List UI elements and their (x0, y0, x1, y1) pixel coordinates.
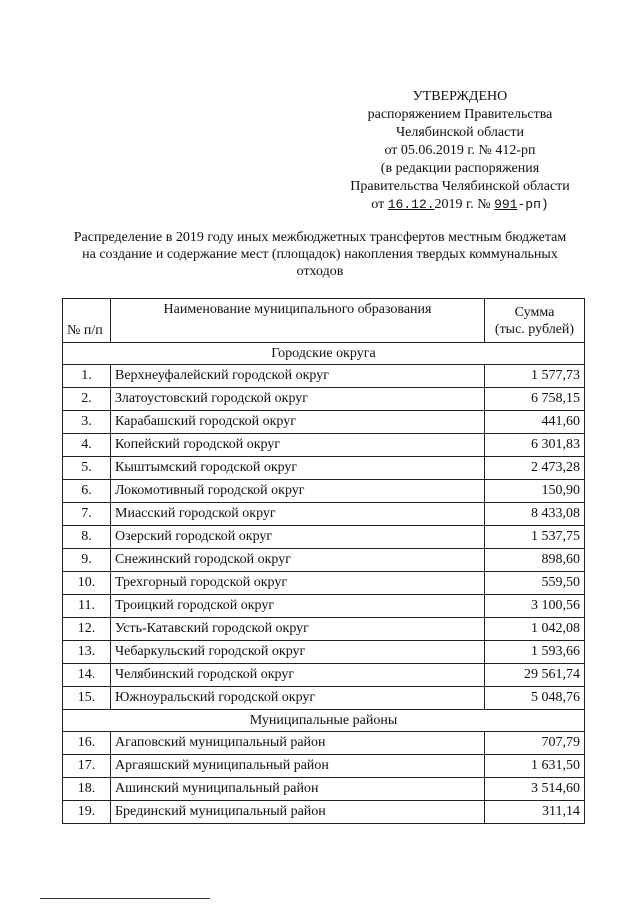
row-number: 13. (63, 641, 111, 664)
municipality-name: Озерский городской округ (111, 526, 485, 549)
transfer-sum: 1 537,75 (485, 526, 585, 549)
table-row (63, 755, 585, 778)
table-row (63, 732, 585, 755)
transfer-sum: 559,50 (485, 572, 585, 595)
municipality-name: Южноуральский городской округ (111, 687, 485, 710)
approval-line: Правительства Челябинской области (350, 179, 570, 194)
row-number: 7. (63, 503, 111, 526)
table-row (63, 480, 585, 503)
municipality-name: Миасский городской округ (111, 503, 485, 526)
municipality-name: Аргаяшский муниципальный район (111, 755, 485, 778)
approval-line: (в редакции распоряжения (380, 161, 540, 176)
table-row (63, 664, 585, 687)
footer-divider (40, 898, 210, 899)
transfer-sum: 311,14 (485, 801, 585, 824)
table-row (63, 457, 585, 480)
municipality-name: Снежинский городской округ (111, 549, 485, 572)
document-title: Распределение в 2019 году иных межбюджетных трансфертов местным бюджетам на создание и содержание мест (площадок) накопления твердых коммунальных отходов (73, 230, 567, 279)
transfer-sum: 1 593,66 (485, 641, 585, 664)
municipality-name: Златоустовский городской округ (111, 388, 485, 411)
approval-decree: от 05.06.2019 г. № 412-рп (384, 143, 536, 158)
table-row (63, 549, 585, 572)
row-number: 6. (63, 480, 111, 503)
row-number: 2. (63, 388, 111, 411)
row-number: 4. (63, 434, 111, 457)
row-number: 12. (63, 618, 111, 641)
table-row (63, 572, 585, 595)
municipality-name: Кыштымский городской округ (111, 457, 485, 480)
table-row (63, 526, 585, 549)
row-number: 10. (63, 572, 111, 595)
table-row (63, 595, 585, 618)
municipality-name: Агаповский муниципальный район (111, 732, 485, 755)
table-row (63, 778, 585, 801)
header-number: № п/п (63, 299, 111, 343)
row-number: 14. (63, 664, 111, 687)
municipality-name: Усть-Катавский городской округ (111, 618, 485, 641)
transfer-sum: 6 301,83 (485, 434, 585, 457)
row-number: 5. (63, 457, 111, 480)
amendment-year: 2019 г. (434, 197, 474, 212)
table-row (63, 388, 585, 411)
section-row (63, 343, 585, 365)
table-row (63, 641, 585, 664)
municipality-name: Верхнеуфалейский городской округ (111, 365, 485, 388)
row-number: 15. (63, 687, 111, 710)
transfer-sum: 1 042,08 (485, 618, 585, 641)
amendment-number-sign: № (477, 197, 491, 212)
municipality-name: Челябинский городской округ (111, 664, 485, 687)
transfer-sum: 29 561,74 (485, 664, 585, 687)
approval-amendment-date (330, 196, 590, 214)
municipality-name: Чебаркульский городской округ (111, 641, 485, 664)
row-number: 1. (63, 365, 111, 388)
section-row (63, 710, 585, 732)
transfer-sum: 3 514,60 (485, 778, 585, 801)
transfer-sum: 5 048,76 (485, 687, 585, 710)
municipality-name: Карабашский городской округ (111, 411, 485, 434)
row-number: 17. (63, 755, 111, 778)
amendment-date: 16.12. (387, 197, 435, 212)
header-sum (485, 299, 585, 343)
table-row (63, 503, 585, 526)
table-body (63, 343, 585, 824)
row-number: 16. (63, 732, 111, 755)
table-row (63, 618, 585, 641)
row-number: 3. (63, 411, 111, 434)
table-row (63, 434, 585, 457)
row-number: 9. (63, 549, 111, 572)
municipality-name: Троицкий городской округ (111, 595, 485, 618)
header-municipality: Наименование муниципального образования (111, 299, 485, 343)
transfer-sum: 8 433,08 (485, 503, 585, 526)
header-sum-unit: (тыс. рублей) (494, 321, 575, 337)
row-number: 8. (63, 526, 111, 549)
municipality-name: Ашинский муниципальный район (111, 778, 485, 801)
transfer-sum: 1 631,50 (485, 755, 585, 778)
table-header-row (63, 299, 585, 343)
transfer-sum: 707,79 (485, 732, 585, 755)
distribution-table (62, 298, 585, 824)
transfer-sum: 898,60 (485, 549, 585, 572)
municipality-name: Трехгорный городской округ (111, 572, 485, 595)
amendment-suffix: -рп) (517, 197, 549, 212)
amendment-prefix: от (371, 197, 385, 212)
table-row (63, 411, 585, 434)
municipality-name: Локомотивный городской округ (111, 480, 485, 503)
municipality-name: Брединский муниципальный район (111, 801, 485, 824)
section-title: Муниципальные районы (63, 710, 585, 732)
section-title: Городские округа (63, 343, 585, 365)
table-row (63, 365, 585, 388)
row-number: 19. (63, 801, 111, 824)
transfer-sum: 441,60 (485, 411, 585, 434)
row-number: 11. (63, 595, 111, 618)
row-number: 18. (63, 778, 111, 801)
approval-heading: УТВЕРЖДЕНО (412, 89, 508, 104)
header-sum-title: Сумма (514, 304, 555, 320)
approval-stamp (330, 88, 590, 214)
transfer-sum: 1 577,73 (485, 365, 585, 388)
table-row (63, 801, 585, 824)
transfer-sum: 150,90 (485, 480, 585, 503)
transfer-sum: 6 758,15 (485, 388, 585, 411)
table-row (63, 687, 585, 710)
amendment-number: 991 (494, 197, 518, 212)
approval-line: распоряжением Правительства (367, 107, 553, 122)
approval-line: Челябинской области (396, 125, 524, 140)
municipality-name: Копейский городской округ (111, 434, 485, 457)
transfer-sum: 3 100,56 (485, 595, 585, 618)
transfer-sum: 2 473,28 (485, 457, 585, 480)
